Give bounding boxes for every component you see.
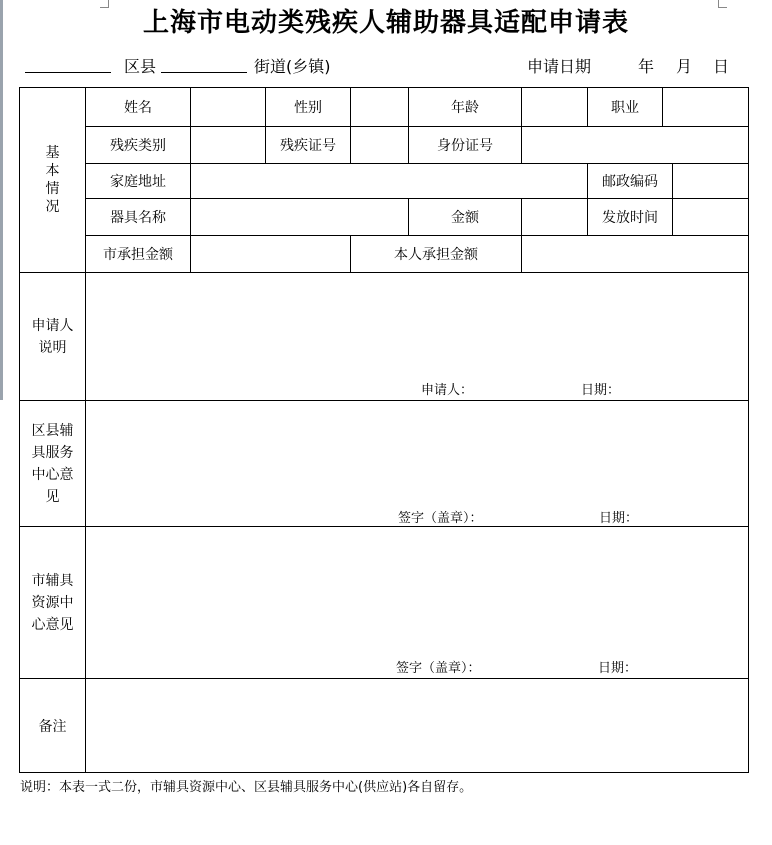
applicant-statement-field[interactable] xyxy=(86,273,749,401)
device-name-label: 器具名称 xyxy=(86,199,191,236)
amount-field[interactable] xyxy=(522,199,588,236)
home-address-label: 家庭地址 xyxy=(86,164,191,199)
city-center-opinion-label xyxy=(20,527,86,679)
month-label: 月 xyxy=(676,57,693,76)
name-label: 姓名 xyxy=(86,88,191,127)
district-center-opinion-field[interactable] xyxy=(86,401,749,527)
self-amount-field[interactable] xyxy=(522,236,749,273)
name-field[interactable] xyxy=(191,88,266,127)
street-label: 街道(乡镇) xyxy=(254,57,331,76)
applicant-date-label: 日期： xyxy=(581,383,621,398)
application-date-label: 申请日期 xyxy=(527,57,592,76)
home-address-field[interactable] xyxy=(191,164,588,199)
left-margin-bar xyxy=(0,0,3,400)
remarks-field[interactable] xyxy=(86,679,749,773)
issue-time-field[interactable] xyxy=(673,199,749,236)
disability-type-field[interactable] xyxy=(191,127,266,164)
district-center-date-label: 日期： xyxy=(599,511,639,526)
city-amount-field[interactable] xyxy=(191,236,351,273)
disability-cert-label: 残疾证号 xyxy=(266,127,351,164)
city-center-opinion-label-text: 市辅具资源中心意见 xyxy=(31,572,74,633)
postal-code-field[interactable] xyxy=(673,164,749,199)
year-label: 年 xyxy=(638,57,655,76)
self-amount-label: 本人承担金额 xyxy=(351,236,522,273)
district-center-row xyxy=(20,401,749,527)
basic-row-5 xyxy=(20,236,749,273)
district-blank[interactable] xyxy=(25,54,111,73)
application-form-table xyxy=(19,87,749,773)
occupation-field[interactable] xyxy=(663,88,749,127)
applicant-statement-label xyxy=(20,273,86,401)
district-center-opinion-label xyxy=(20,401,86,527)
city-center-sign-label: 签字（盖章）： xyxy=(396,661,481,676)
basic-row-4 xyxy=(20,199,749,236)
city-amount-label: 市承担金额 xyxy=(86,236,191,273)
basic-row-1 xyxy=(20,88,749,127)
remarks-label: 备注 xyxy=(20,679,86,773)
disability-cert-field[interactable] xyxy=(351,127,409,164)
age-field[interactable] xyxy=(522,88,588,127)
footnote: 说明：本表一式二份，市辅具资源中心、区县辅具服务中心(供应站)各自留存。 xyxy=(20,780,473,795)
district-center-opinion-label-text: 区县辅具服务中心意见 xyxy=(31,422,74,505)
applicant-row xyxy=(20,273,749,401)
district-center-sign-label: 签字（盖章）： xyxy=(398,511,483,526)
city-center-row xyxy=(20,527,749,679)
basic-row-3 xyxy=(20,164,749,199)
amount-label: 金额 xyxy=(409,199,522,236)
day-label: 日 xyxy=(713,57,730,76)
district-label: 区县 xyxy=(124,57,157,76)
disability-type-label: 残疾类别 xyxy=(86,127,191,164)
id-number-label: 身份证号 xyxy=(409,127,522,164)
applicant-sign-label: 申请人： xyxy=(421,383,474,398)
age-label: 年龄 xyxy=(409,88,522,127)
form-title: 上海市电动类残疾人辅助器具适配申请表 xyxy=(142,8,629,38)
issue-time-label: 发放时间 xyxy=(588,199,673,236)
gender-label: 性别 xyxy=(266,88,351,127)
basic-info-label-text: 基本情况 xyxy=(45,145,60,215)
basic-info-section-label xyxy=(20,88,86,273)
city-center-date-label: 日期： xyxy=(598,661,638,676)
city-center-opinion-field[interactable] xyxy=(86,527,749,679)
id-number-field[interactable] xyxy=(522,127,749,164)
gender-field[interactable] xyxy=(351,88,409,127)
device-name-field[interactable] xyxy=(191,199,409,236)
applicant-statement-label-text: 申请人说明 xyxy=(31,317,74,356)
occupation-label: 职业 xyxy=(588,88,663,127)
street-blank[interactable] xyxy=(161,54,247,73)
postal-code-label: 邮政编码 xyxy=(588,164,673,199)
basic-row-2 xyxy=(20,127,749,164)
remarks-row xyxy=(20,679,749,773)
